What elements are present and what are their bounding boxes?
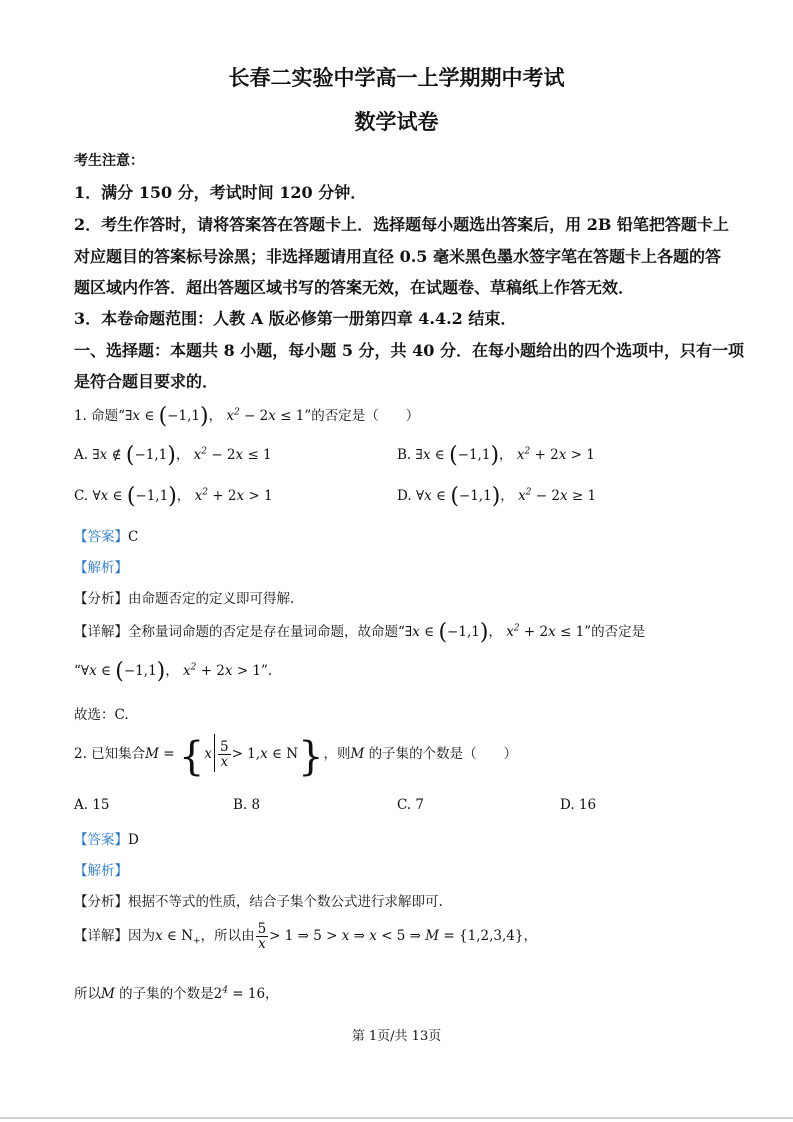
note-2-line-1: 2．考生作答时，请将答案答在答题卡上．选择题每小题选出答案后，用 2B 铅笔把答题卡上 — [74, 215, 729, 234]
q2-option-b: B. 8 — [233, 797, 261, 813]
q2-answer: 【答案】D — [74, 832, 139, 848]
q2-option-a: A. 15 — [74, 797, 110, 813]
notes-heading: 考生注意： — [74, 153, 144, 169]
note-2-line-2: 对应题目的答案标号涂黑；非选择题请用直径 0.5 毫米黑色墨水签字笔在答题卡上各题的答 — [74, 247, 721, 266]
q2-detail: 【详解】因为x ∈ $N_+$，所以由 $\frac{5}{x}$ > 1 ⇒ 5 > x ⇒ x < 5 ⇒ M = {1,2,3,4}， — [74, 921, 537, 953]
q1-answer: 【答案】C — [74, 529, 139, 545]
page-footer: 第 1页/共 13页 — [351, 1029, 442, 1044]
q2-option-c: C. 7 — [397, 797, 425, 813]
q1-conclusion: 故选：C. — [74, 707, 129, 723]
note-3: 3．本卷命题范围：人教 A 版必修第一册第四章 4.4.2 结束． — [74, 309, 517, 328]
q1-option-b: B. ∃x ∈ (−1,1)， $x^2 + 2x > 1$ — [397, 443, 595, 468]
note-2-line-3: 题区域内作答．超出答题区域书写的答案无效，在试题卷、草稿纸上作答无效． — [74, 278, 635, 297]
bottom-rule — [0, 1117, 793, 1119]
question-2-stem: 2. 已知集合M = {x $\frac{5}{x}$ > 1,x ∈ N}，则M 的子集的个数是（ ） — [74, 734, 518, 780]
q1-option-d: D. ∀x ∈ (−1,1)， $x^2 - 2x \ge 1$ — [397, 484, 597, 509]
q2-analysis-tag: 【解析】 — [74, 863, 128, 879]
q2-last-line: 所以M 的子集的个数是$2^4 = 16$， — [74, 985, 279, 1002]
q1-detail: 【详解】全称量词命题的否定是存在量词命题，故命题“∃x ∈ (−1,1)， $x^2 + 2x \le 1$”的否定是 — [74, 620, 646, 645]
q1-detail-cont: “∀x ∈ (−1,1)， $x^2 + 2x > 1$”. — [74, 659, 273, 684]
q1-fenxi: 【分析】由命题否定的定义即可得解. — [74, 591, 295, 607]
q1-option-c: C. ∀x ∈ (−1,1)， $x^2 + 2x > 1$ — [74, 484, 273, 509]
q2-option-d: D. 16 — [560, 797, 597, 813]
q1-analysis-tag: 【解析】 — [74, 560, 128, 576]
exam-title: 长春二实验中学高一上学期期中考试 — [228, 65, 565, 90]
q1-option-a: A. ∃x ∉ (−1,1)， $x^2 - 2x \le 1$ — [74, 443, 272, 468]
section-heading-line-2: 是符合题目要求的． — [74, 372, 219, 391]
q1-formula: ∃x ∈ (−1,1)， $x^2 - 2x \le 1$ — [125, 404, 305, 429]
q2-fenxi: 【分析】根据不等式的性质，结合子集个数公式进行求解即可. — [74, 894, 443, 910]
note-1: 1．满分 150 分，考试时间 120 分钟． — [74, 183, 367, 202]
exam-subtitle: 数学试卷 — [354, 109, 439, 134]
section-heading-line-1: 一、选择题：本题共 8 小题，每小题 5 分，共 40 分．在每小题给出的四个选项中，只有一项 — [74, 341, 744, 360]
question-1-stem: 1. 命题“∃x ∈ (−1,1)， $x^2 - 2x \le 1$”的否定是（ ） — [74, 404, 420, 429]
